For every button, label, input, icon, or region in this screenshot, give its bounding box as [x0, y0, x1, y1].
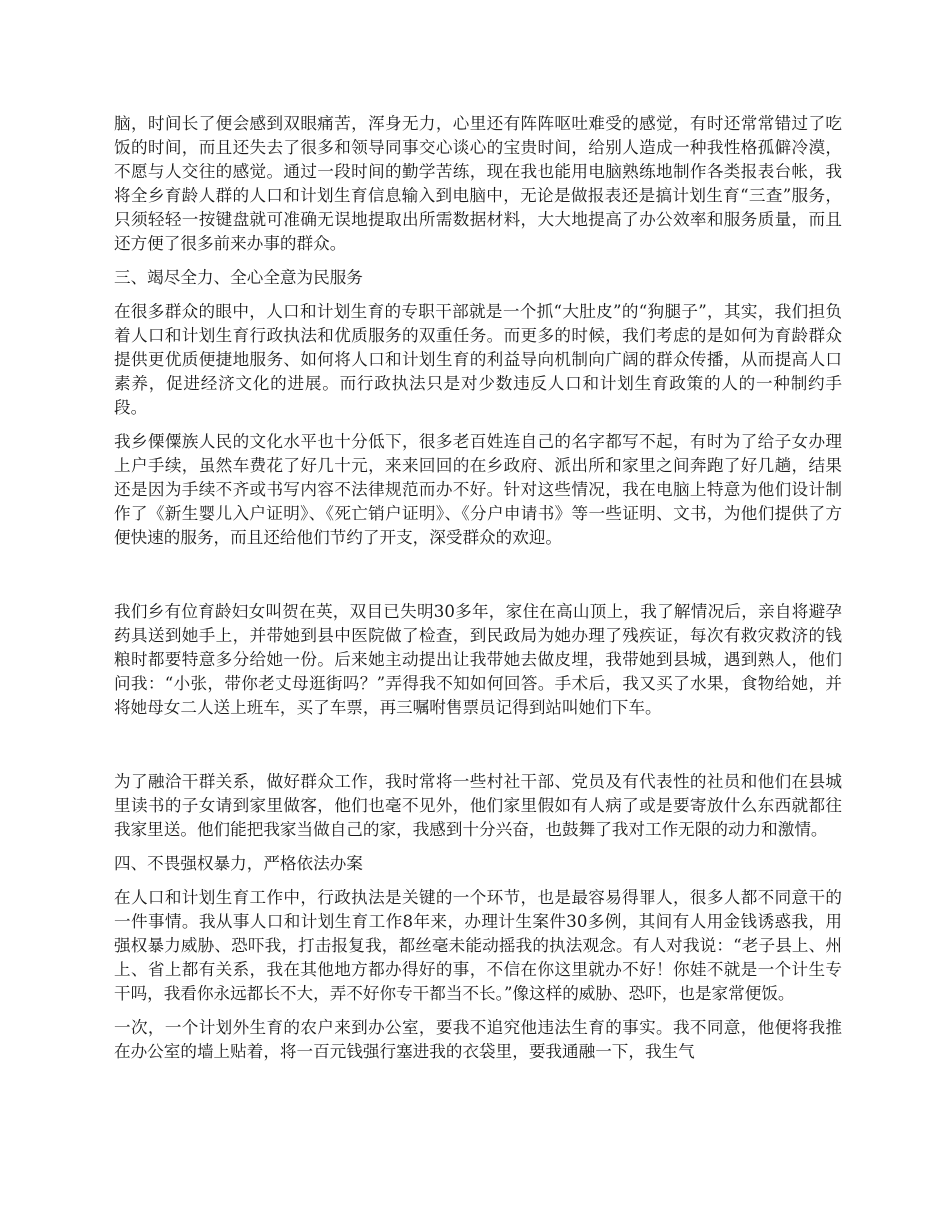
blank-gap: [114, 730, 842, 770]
paragraph-cadre-relations: 为了融洽干群关系，做好群众工作，我时常将一些村社干部、党员及有代表性的社员和他们在县城里读书的子女请到家里做客，他们也毫不见外，他们家里假如有人病了或是要寄放什么东西就都往我家里送。他们能把我家当做自己的家，我感到十分兴奋，也鼓舞了我对工作无限的动力和激情。: [114, 772, 842, 839]
paragraph-public-service: 在很多群众的眼中，人口和计划生育的专职干部就是一个抓“大肚皮”的“狗腿子”，其实，我们担负着人口和计划生育行政执法和优质服务的双重任务。而更多的时候，我们考虑的是如何为育龄群众提供更优质便捷地服务、如何将人口和计划生育的利益导向机制向广阔的群众传播，从而提高人口素养，促进经济文化的进展。而行政执法只是对少数违反人口和计划生育政策的人的一种制约手段。: [114, 302, 842, 417]
section-heading-3: 三、竭尽全力、全心全意为民服务: [114, 268, 363, 287]
paragraph-law-enforcement: 在人口和计划生育工作中，行政执法是关键的一个环节，也是最容易得罪人，很多人都不同意干的一件事情。我从事人口和计划生育工作8年来，办理计生案件30多例，其间有人用金钱诱惑我，用强权暴力威胁、恐吓我，打击报复我，都丝毫未能动摇我的执法观念。有人对我说：“老子县上、州上、省上都有关系，我在其他地方都办得好的事，不信在你这里就办不好！你娃不就是一个计生专干吗，我看你永远都长不大，弄不好你专干都当不长。”像这样的威胁、恐吓，也是家常便饭。: [114, 888, 842, 1003]
blank-gap: [114, 560, 842, 600]
paragraph-computer-skills: 脑，时间长了便会感到双眼痛苦，浑身无力，心里还有阵阵呕吐难受的感觉，有时还常常错过了吃饭的时间，而且还失去了很多和领导同事交心谈心的宝贵时间，给别人造成一种我性格孤僻冷漠，不愿与人交往的感觉。通过一段时间的勤学苦练，现在我也能用电脑熟练地制作各类报表台帐，我将全乡育龄人群的人口和计划生育信息输入到电脑中，无论是做报表还是搞计划生育“三查”服务，只须轻轻一按键盘就可准确无误地提取出所需数据材料，大大地提高了办公效率和服务质量，而且还方便了很多前来办事的群众。: [114, 114, 842, 253]
paragraph-he-zaiying: 我们乡有位育龄妇女叫贺在英，双目已失明30多年，家住在高山顶上，我了解情况后，亲自将避孕药具送到她手上，并带她到县中医院做了检查，到民政局为她办理了残疾证，每次有救灾救济的钱粮时都要特意多分给她一份。后来她主动提出让我带她去做皮埋，我带她到县城，遇到熟人，他们问我：“小张，带你老丈母逛街吗？”弄得我不知如何回答。手术后，我又买了水果，食物给她，并将她母女二人送上班车，买了车票，再三嘱咐售票员记得到站叫她们下车。: [114, 602, 842, 717]
document-body: [114, 112, 842, 1074]
section-heading-4: 四、不畏强权暴力，严格依法办案: [114, 854, 363, 873]
paragraph-document-templates: 我乡傈僳族人民的文化水平也十分低下，很多老百姓连自己的名字都写不起，有时为了给子女办理上户手续，虽然车费花了好几十元，来来回回的在乡政府、派出所和家里之间奔跑了好几趟，结果还是因为手续不齐或书写内容不法律规范而办不好。针对这些情况，我在电脑上特意为他们设计制作了《新生婴儿入户证明》、《死亡销户证明》、《分户申请书》等一些证明、文书，为他们提供了方便快速的服务，而且还给他们节约了开支，深受群众的欢迎。: [114, 432, 842, 547]
paragraph-bribe-incident: 一次，一个计划外生育的农户来到办公室，要我不追究他违法生育的事实。我不同意，他便将我推在办公室的墙上贴着，将一百元钱强行塞进我的衣袋里，要我通融一下，我生气: [114, 1018, 842, 1061]
